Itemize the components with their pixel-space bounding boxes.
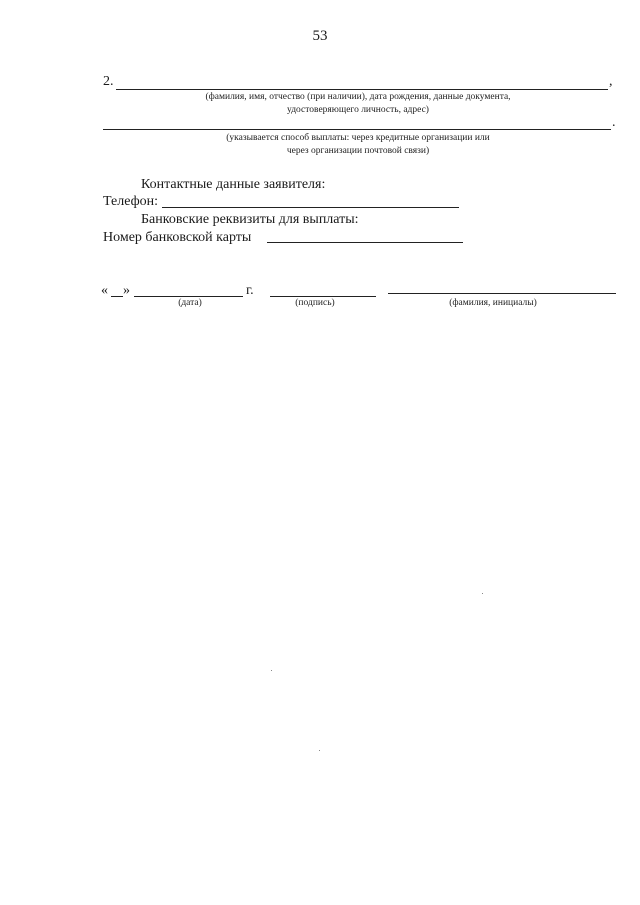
phone-line [162,207,459,208]
item-number: 2. [103,74,114,89]
payment-caption-line1: (указывается способ выплаты: через кредитные организации или [226,133,490,143]
page-number: 53 [312,28,328,44]
month-line [134,296,243,297]
applicant-details-line [116,89,608,90]
applicant-caption-line2: удостоверяющего личность, адрес) [287,105,429,115]
trailing-dot: . [612,115,616,130]
payment-caption-line2: через организации почтовой связи) [286,146,430,156]
name-line [388,293,616,294]
signature-line [270,296,376,297]
trailing-comma: , [609,74,613,89]
day-line [111,296,123,297]
quote-open: « [101,283,108,298]
bank-heading: Банковские реквизиты для выплаты: [141,212,359,227]
contact-heading: Контактные данные заявителя: [141,177,326,192]
card-number-line [267,242,463,243]
scan-speck [482,593,483,594]
card-label: Номер банковской карты [103,230,252,245]
date-caption: (дата) [178,298,202,308]
name-caption: (фамилия, инициалы) [449,298,537,308]
scan-speck [319,750,320,751]
phone-label: Телефон: [103,194,159,209]
signature-caption: (подпись) [295,298,335,308]
quote-close: » [123,283,130,298]
year-suffix: г. [246,283,254,298]
payment-method-line [103,129,611,130]
applicant-caption-line1: (фамилия, имя, отчество (при наличии), дата рождения, данные документа, [205,92,511,102]
scan-speck [271,670,272,671]
